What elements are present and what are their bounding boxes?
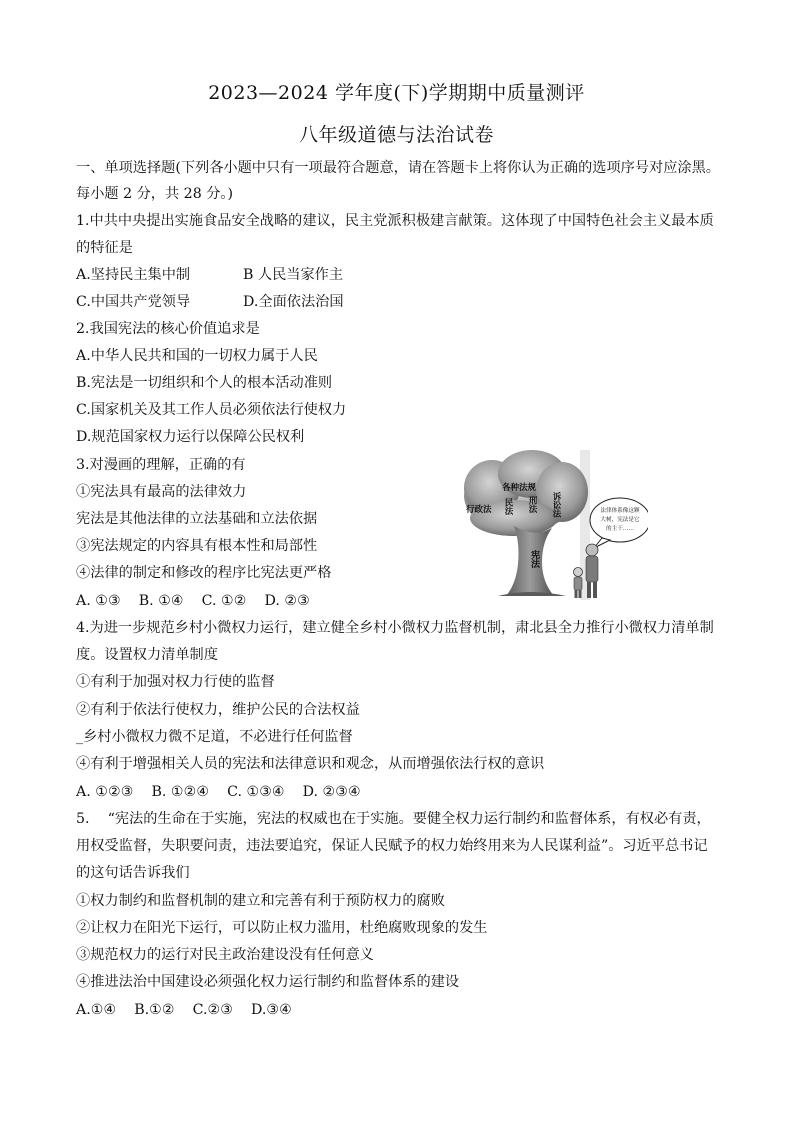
q1-option-c: C.中国共产党领导 (76, 294, 191, 310)
law-tree-cartoon (462, 446, 648, 606)
q5-statement-3: ③规范权力的运行对民主政治建设没有任何意义 (76, 947, 374, 963)
label-civil-law: 民法 (503, 498, 513, 515)
q1-stem-line-2: 的特征是 (76, 240, 133, 256)
q4-statement-1: ①有利于加强对权力行使的监督 (76, 674, 275, 690)
label-procedural-law: 诉讼法 (551, 492, 561, 518)
tree-canopy (464, 450, 588, 536)
section-heading-line-2: 每小题 2 分，共 28 分。) (76, 186, 234, 202)
q5-statement-1: ①权力制约和监督机制的建立和完善有利于预防权力的腐败 (76, 893, 445, 909)
q1-option-b: B 人民当家作主 (243, 267, 344, 283)
q5-stem-line-2: 用权受监督，失职要问责，违法要追究，保证人民赋予的权力始终用来为人民谋利益”。习近平总书记 (76, 838, 708, 854)
q3-statement-4: ④法律的制定和修改的程序比宪法更严格 (76, 565, 332, 581)
q2-option-c: C.国家机关及其工作人员必须依法行使权力 (76, 402, 347, 418)
q1-option-d: D.全面依法治国 (243, 294, 344, 310)
q3-stem: 3.对漫画的理解，正确的有 (76, 457, 246, 473)
label-administrative-law: 行政法 (466, 505, 492, 515)
bubble-line-1: 法律体系像这颗 (600, 508, 640, 514)
label-various-regulations: 各种法规 (502, 483, 537, 493)
q2-stem: 2.我国宪法的核心价值追求是 (76, 321, 260, 337)
exam-subtitle: 八年级道德与法治试卷 (298, 124, 494, 146)
q2-option-b: B.宪法是一切组织和个人的根本活动准则 (76, 375, 333, 391)
tree-roots (498, 592, 566, 596)
q4-statement-2: ②有利于依法行使权力，维护公民的合法权益 (76, 702, 360, 718)
speech-bubble (590, 498, 648, 548)
q3-answer-options: A. ①③ B. ①④ C. ①② D. ②③ (76, 593, 310, 609)
q4-stem-line-2: 度。设置权力清单制度 (76, 647, 218, 663)
q4-statement-4: ④有利于增强相关人员的宪法和法律意识和观念，从而增强依法行权的意识 (76, 756, 545, 772)
bubble-line-3: 的主干…… (606, 526, 634, 532)
adult-figure (586, 544, 598, 598)
q4-answer-options: A. ①②③ B. ①②④ C. ①③④ D. ②③④ (76, 784, 361, 800)
q2-option-a: A.中华人民共和国的一切权力属于人民 (76, 348, 318, 364)
q3-statement-1: ①宪法具有最高的法律效力 (76, 484, 247, 500)
label-criminal-law: 刑法 (527, 496, 537, 513)
q3-statement-2: 宪法是其他法律的立法基础和立法依据 (76, 511, 318, 527)
q5-stem-line-1: 5. “宪法的生命在于实施，宪法的权威也在于实施。要健全权力运行制约和监督体系，有权必有责， (76, 811, 711, 827)
section-heading-line-1: 一、单项选择题(下列各小题中只有一项最符合题意，请在答题卡上将你认为正确的选项序号对应涂黑。 (76, 160, 720, 176)
exam-title: 2023—2024 学年度(下)学期期中质量测评 (208, 82, 585, 104)
q3-statement-3: ③宪法规定的内容具有根本性和局部性 (76, 538, 318, 554)
label-constitution: 宪法 (529, 550, 539, 568)
q5-statement-2: ②让权力在阳光下运行，可以防止权力滥用，杜绝腐败现象的发生 (76, 920, 488, 936)
q5-stem-line-3: 的这句话告诉我们 (76, 865, 190, 881)
child-figure (574, 568, 583, 599)
q1-stem-line-1: 1.中共中央提出实施食品安全战略的建议，民主党派积极建言献策。这体现了中国特色社会主义最本质 (76, 213, 714, 229)
q2-option-d: D.规范国家权力运行以保障公民权利 (76, 429, 305, 445)
q5-statement-4: ④推进法治中国建设必须强化权力运行制约和监督体系的建设 (76, 974, 460, 990)
q4-stem-line-1: 4.为进一步规范乡村小微权力运行，建立健全乡村小微权力监督机制，肃北县全力推行小微权力清单制 (76, 620, 714, 636)
q5-answer-options: A.①④ B.①② C.②③ D.③④ (76, 1002, 292, 1018)
bubble-line-2: 大树，宪法是它 (600, 517, 640, 523)
q1-option-a: A.坚持民主集中制 (76, 267, 191, 283)
q4-statement-3: _乡村小微权力微不足道，不必进行任何监督 (76, 729, 353, 745)
